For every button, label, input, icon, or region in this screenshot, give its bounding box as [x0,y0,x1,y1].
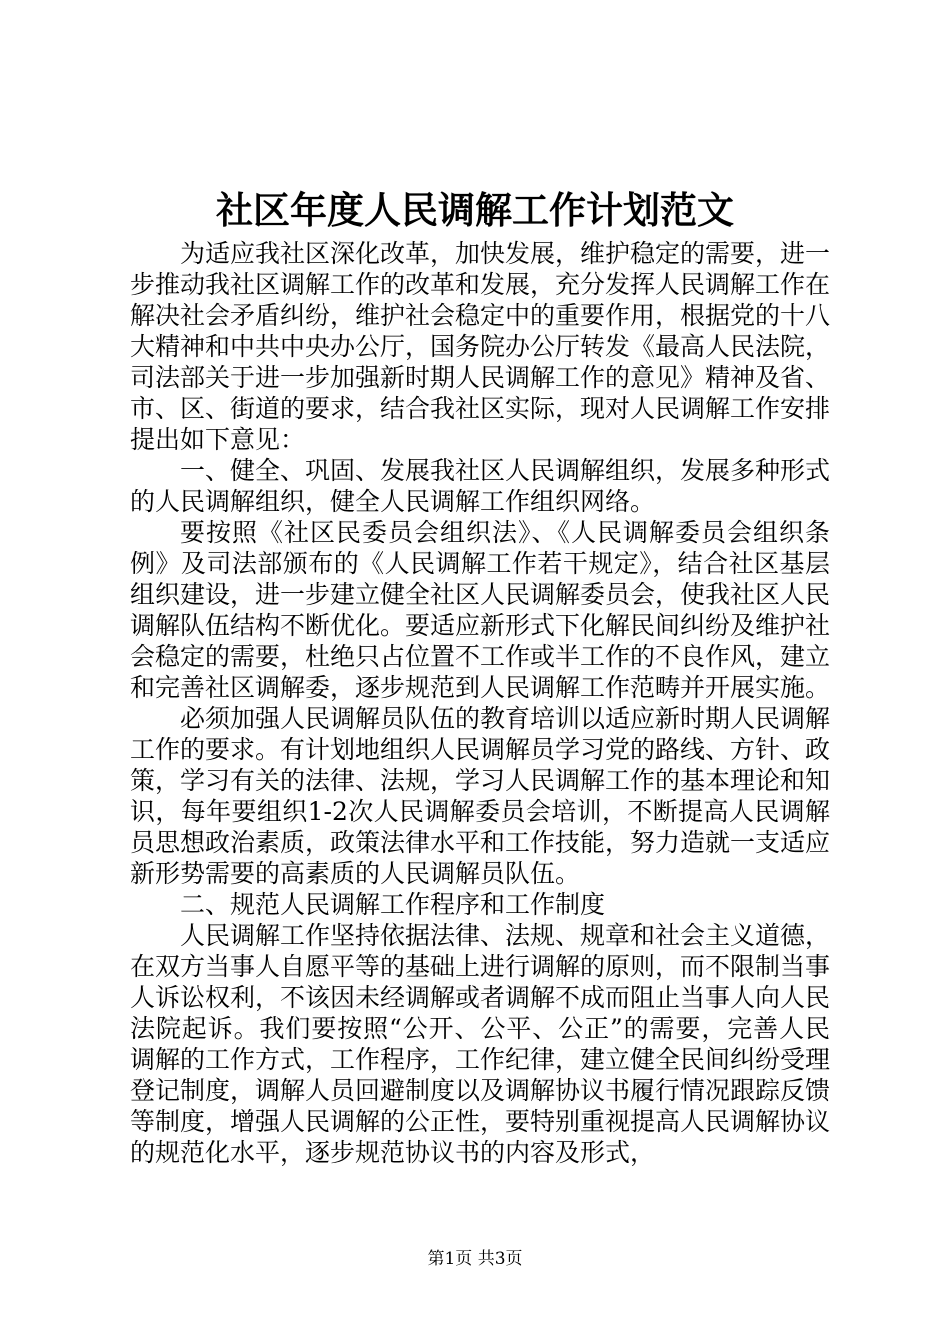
page-number-footer: 第1页 共3页 [427,1249,523,1269]
document-body [130,238,830,1168]
paragraph-organization: 要按照《社区民委员会组织法》、《人民调解委员会组织条例》及司法部颁布的《人民调解工作若干规定》，结合社区基层组织建设，进一步建立健全社区人民调解委员会，使我社区人民调解队伍结构不断优化。要适应新形式下化解民间纠纷及维护社会稳定的需要，杜绝只占位置不工作或半工作的不良作风，建立和完善社区调解委，逐步规范到人民调解工作范畴并开展实施。 [130,518,831,702]
paragraph-procedures: 人民调解工作坚持依据法律、法规、规章和社会主义道德，在双方当事人自愿平等的基础上进行调解的原则，而不限制当事人诉讼权利，不该因未经调解或者调解不成而阻止当事人向人民法院起诉。我们要按照“公开、公平、公正”的需要，完善人民调解的工作方式，工作程序，工作纪律，建立健全民间纠纷受理登记制度，调解人员回避制度以及调解协议书履行情况跟踪反馈等制度，增强人民调解的公正性，要特别重视提高人民调解协议的规范化水平，逐步规范协议书的内容及形式， [130,921,831,1167]
paragraph-section-1-heading: 一、健全、巩固、发展我社区人民调解组织，发展多种形式的人民调解组织，健全人民调解工作组织网络。 [130,456,831,516]
document-title: 社区年度人民调解工作计划范文 [216,188,734,232]
paragraph-training: 必须加强人民调解员队伍的教育培训以适应新时期人民调解工作的要求。有计划地组织人民调解员学习党的路线、方针、政策，学习有关的法律、法规，学习人民调解工作的基本理论和知识，每年要组织1-2次人民调解委员会培训，不断提高人民调解员思想政治素质，政策法律水平和工作技能，努力造就一支适应新形势需要的高素质的人民调解员队伍。 [130,704,831,888]
paragraph-intro: 为适应我社区深化改革，加快发展，维护稳定的需要，进一步推动我社区调解工作的改革和发展，充分发挥人民调解工作在解决社会矛盾纠纷，维护社会稳定中的重要作用，根据党的十八大精神和中共中央办公厅，国务院办公厅转发《最高人民法院，司法部关于进一步加强新时期人民调解工作的意见》精神及省、市、区、街道的要求，结合我社区实际，现对人民调解工作安排提出如下意见： [130,239,831,454]
paragraph-section-2-heading: 二、规范人民调解工作程序和工作制度 [180,890,606,919]
